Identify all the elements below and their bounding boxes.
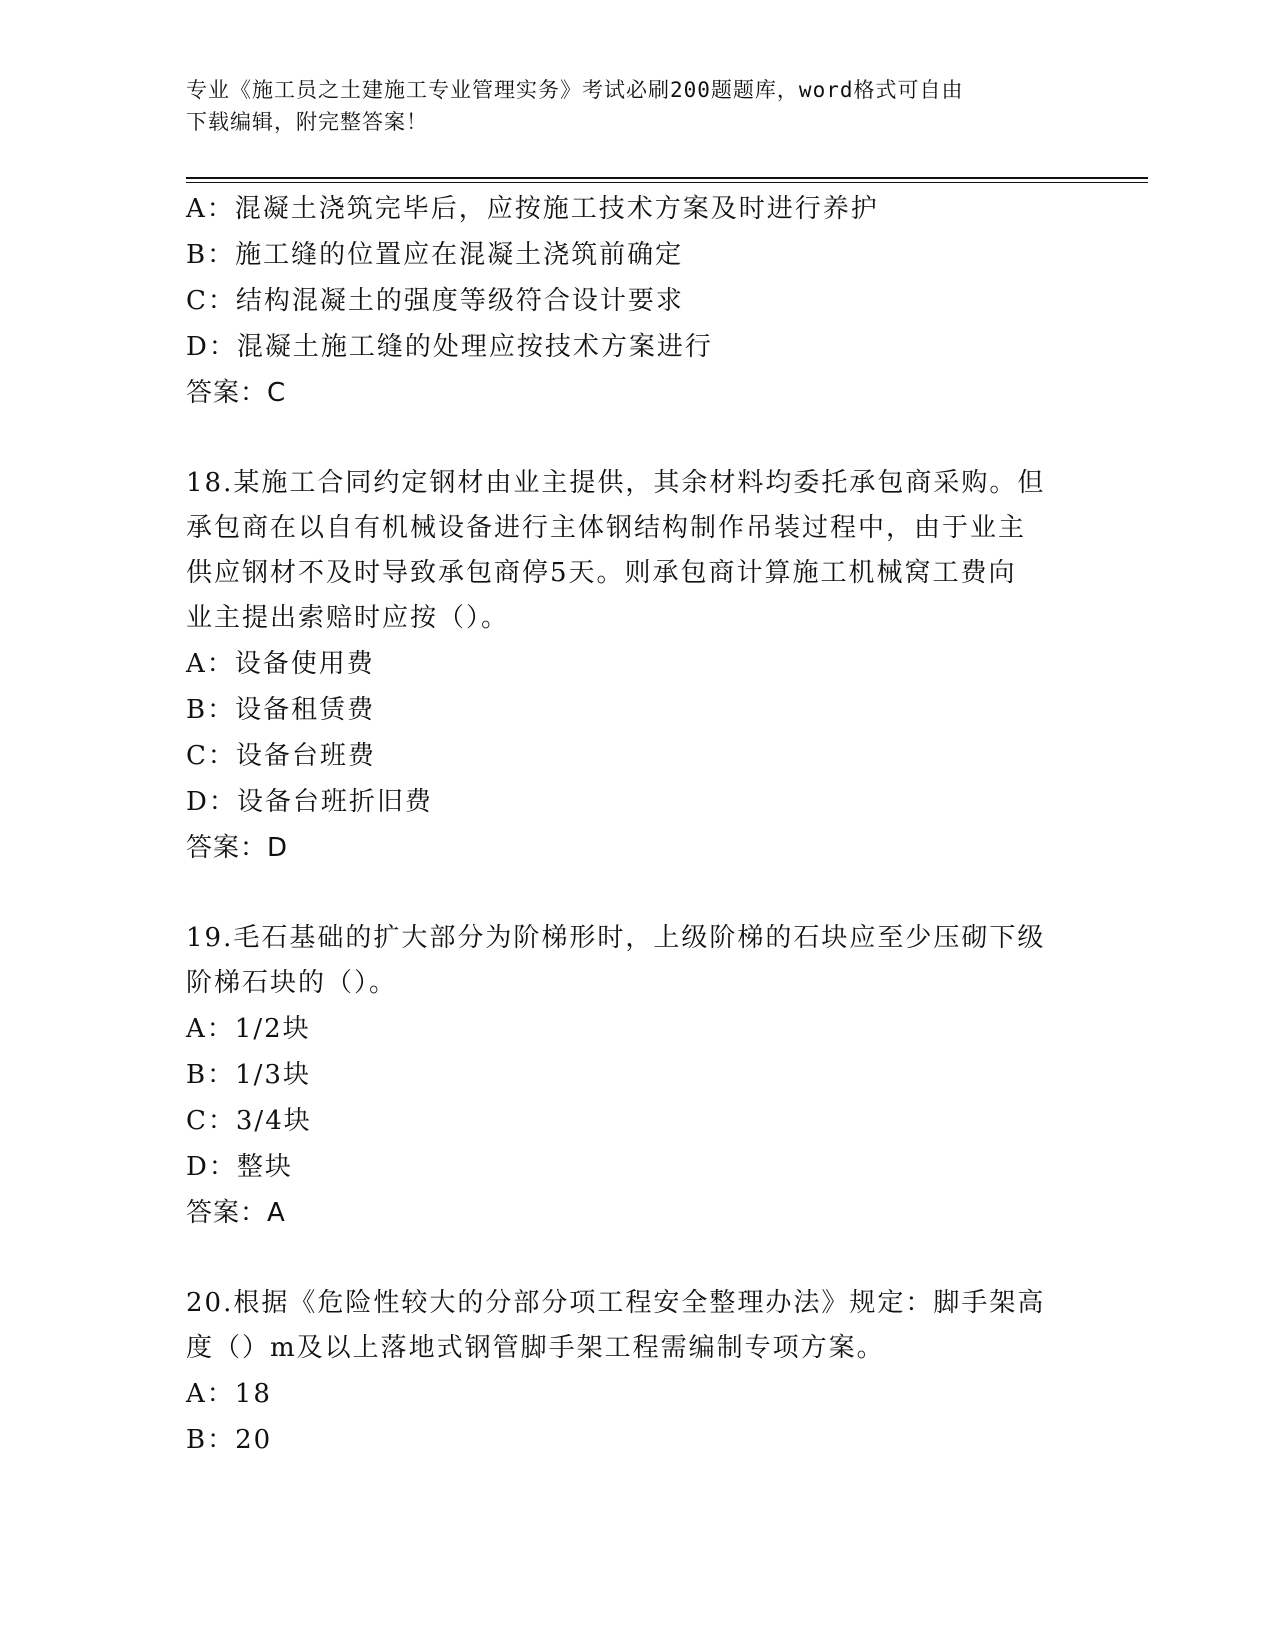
document-header <box>186 74 1066 138</box>
q19-text-line-1: 19.毛石基础的扩大部分为阶梯形时，上级阶梯的石块应至少压砌下级 <box>186 923 1046 953</box>
q18-text-line-4: 业主提出索赔时应按（）。 <box>186 603 510 633</box>
q17-option-d: D：混凝土施工缝的处理应按技术方案进行 <box>186 332 713 362</box>
q17-option-c: C：结构混凝土的强度等级符合设计要求 <box>186 286 684 316</box>
q18-answer: 答案：D <box>186 833 289 863</box>
q19-option-a: A：1/2块 <box>186 1014 311 1044</box>
header-divider-thin <box>186 182 1148 183</box>
q17-option-a: A：混凝土浇筑完毕后，应按施工技术方案及时进行养护 <box>186 194 879 224</box>
question-19-block <box>186 916 1086 1236</box>
q18-option-a: A：设备使用费 <box>186 649 375 679</box>
question-17-block <box>186 186 1086 416</box>
q18-text-line-3: 供应钢材不及时导致承包商停5天。则承包商计算施工机械窝工费向 <box>186 558 1017 588</box>
q18-option-d: D：设备台班折旧费 <box>186 787 433 817</box>
spacer <box>186 871 1086 916</box>
q20-text-line-1: 20.根据《危险性较大的分部分项工程安全整理办法》规定：脚手架高 <box>186 1288 1046 1318</box>
q18-option-b: B：设备租赁费 <box>186 695 376 725</box>
q18-text-line-1: 18.某施工合同约定钢材由业主提供，其余材料均委托承包商采购。但 <box>186 468 1046 498</box>
question-18-block <box>186 461 1086 871</box>
q17-answer: 答案：C <box>186 378 287 408</box>
q19-text-line-2: 阶梯石块的（）。 <box>186 968 398 998</box>
q18-option-c: C：设备台班费 <box>186 741 376 771</box>
header-divider-thick <box>186 177 1148 179</box>
question-list <box>186 186 1086 1463</box>
spacer <box>186 1236 1086 1281</box>
header-line-2: 下载编辑，附完整答案！ <box>186 110 428 134</box>
q18-text-line-2: 承包商在以自有机械设备进行主体钢结构制作吊装过程中，由于业主 <box>186 513 1027 543</box>
q20-text-line-2: 度（）m及以上落地式钢管脚手架工程需编制专项方案。 <box>186 1333 885 1363</box>
q17-option-b: B：施工缝的位置应在混凝土浇筑前确定 <box>186 240 684 270</box>
q20-option-a: A：18 <box>186 1379 272 1409</box>
spacer <box>186 416 1086 461</box>
q20-option-b: B：20 <box>186 1425 273 1455</box>
q19-option-b: B：1/3块 <box>186 1060 311 1090</box>
question-20-block <box>186 1281 1086 1463</box>
q19-answer: 答案：A <box>186 1198 286 1228</box>
header-line-1: 专业《施工员之土建施工专业管理实务》考试必刷200题题库，word格式可自由 <box>186 78 964 102</box>
q19-option-c: C：3/4块 <box>186 1106 312 1136</box>
q19-option-d: D：整块 <box>186 1152 293 1182</box>
